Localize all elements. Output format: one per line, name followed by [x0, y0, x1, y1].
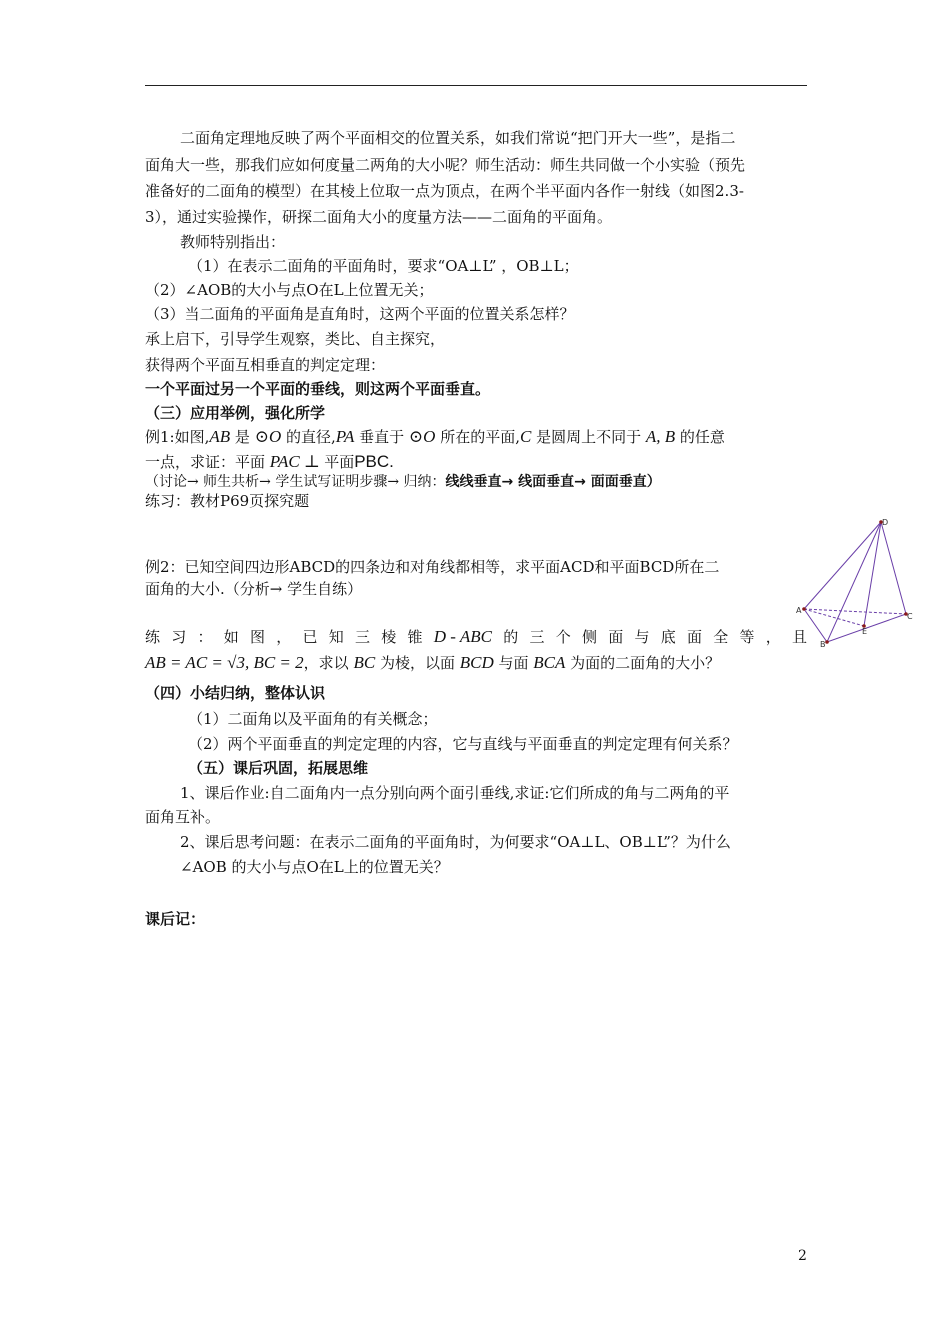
math-BC: BC: [353, 653, 376, 672]
practice-2-char: 已: [302, 628, 318, 646]
practice-2-char: 习: [171, 628, 187, 646]
practice-2-char: 图: [250, 628, 266, 646]
practice-2-char: 知: [328, 628, 344, 646]
example-1-line-1: 例1:如图,AB 是 ⊙O 的直径,PA 垂直于 ⊙O 所在的平面,C 是圆周上不同于 A, B 的任意: [145, 427, 725, 446]
notes-label: 课后记：: [145, 910, 206, 928]
math-PBC: PBC.: [354, 452, 394, 471]
practice-2-char: 且: [791, 628, 807, 646]
math-equation: AB = AC = √3, BC = 2: [145, 653, 304, 672]
practice-2-char: 与: [634, 628, 650, 646]
tetrahedron-figure: [790, 512, 920, 652]
edge-AB: [804, 609, 827, 642]
homework-1-line-1: 1、课后作业:自二面角内一点分别向两个面引垂线,求证:它们所成的角与二两角的平: [180, 784, 730, 802]
math-AB: AB: [209, 427, 231, 446]
practice-2-char: ：: [197, 628, 213, 646]
practice-2-char: 锥: [407, 628, 423, 646]
practice-2-line-1: [145, 626, 807, 648]
paragraph-line: 面角大一些，那我们应如何度量二两角的大小呢？师生活动：师生共同做一个小实验（预先: [145, 156, 746, 174]
figure-label-D: D: [882, 518, 889, 527]
practice-2-char: 侧: [581, 628, 597, 646]
theorem-statement: 一个平面过另一个平面的垂线，则这两个平面垂直。: [145, 380, 491, 398]
homework-2-line-1: 2、课后思考问题：在表示二面角的平面角时，为何要求“OA⊥L、OB⊥L”？为什么: [180, 833, 731, 851]
edge-DA: [804, 522, 881, 609]
math-BCD: BCD: [459, 653, 494, 672]
math-D-ABC: D - ABC: [433, 627, 492, 646]
homework-2-line-2: ∠AOB 的大小与点O在L上的位置无关？: [180, 858, 449, 876]
homework-1-line-2: 面角互补。: [145, 808, 221, 826]
example-1-line-2: 一点，求证：平面 PAC ⊥ 平面PBC.: [145, 452, 394, 471]
practice-2-char: 面: [686, 628, 702, 646]
section-5-title: （五）课后巩固，拓展思维: [188, 759, 369, 777]
practice-2-char: 三: [355, 628, 371, 646]
point-3: （3）当二面角的平面角是直角时，这两个平面的位置关系怎样？: [145, 305, 575, 323]
summary-item-2: （2）两个平面垂直的判定定理的内容，它与直线与平面垂直的判定定理有何关系？: [188, 735, 738, 753]
example-2-line-1: 例2：已知空间四边形ABCD的四条边和对角线都相等，求平面ACD和平面BCD所在二: [145, 558, 720, 576]
practice-2-char: 面: [608, 628, 624, 646]
figure-label-C: C: [907, 612, 913, 621]
edge-DB: [827, 522, 881, 642]
vertex-B: [825, 640, 829, 644]
point-1: （1）在表示二面角的平面角时，要求“OA⊥L” ，OB⊥L；: [188, 257, 579, 275]
example-2-line-2: 面角的大小.（分析→ 学生自练）: [145, 580, 363, 598]
math-C: C: [519, 427, 532, 446]
edge-DC: [881, 522, 906, 614]
header-rule: [145, 85, 807, 86]
figure-label-A: A: [796, 606, 802, 615]
discussion-line: （讨论→ 师生共析→ 学生试写证明步骤→ 归纳：线线垂直→ 线面垂直→ 面面垂直）: [145, 474, 661, 490]
practice-2-char: ，: [276, 628, 292, 646]
math-PAC: PAC: [269, 452, 300, 471]
obtain-line: 获得两个平面互相垂直的判定定理：: [145, 356, 386, 374]
math-PA: PA: [335, 427, 355, 446]
math-A-B: A, B: [645, 427, 676, 446]
summary-item-1: （1）二面角以及平面角的有关概念；: [188, 710, 438, 728]
practice-1: 练习：教材P69页探究题: [145, 492, 310, 510]
practice-2-char: 棱: [381, 628, 397, 646]
practice-2-char: ，: [765, 628, 781, 646]
practice-2-char: 底: [660, 628, 676, 646]
paragraph-line: 3），通过实验操作，研探二面角大小的度量方法——二面角的平面角。: [145, 208, 613, 226]
paragraph-line: 二面角定理地反映了两个平面相交的位置关系，如我们常说“把门开大一些”，是指二: [180, 129, 736, 147]
teacher-note: 教师特别指出：: [180, 233, 286, 251]
practice-2-char: 如: [223, 628, 239, 646]
section-3-title: （三）应用举例，强化所学: [145, 404, 326, 422]
math-circle-O: ⊙O: [254, 427, 282, 446]
practice-2-char: 全: [713, 628, 729, 646]
point-2: （2）∠AOB的大小与点O在L上位置无关；: [145, 281, 434, 299]
practice-2-char: 三: [529, 628, 545, 646]
figure-label-E: E: [862, 627, 868, 636]
page-number: 2: [798, 1248, 807, 1264]
figure-label-B: B: [820, 640, 826, 649]
practice-2-char: 练: [145, 628, 161, 646]
practice-2-char: 的: [503, 628, 519, 646]
math-BCA: BCA: [533, 653, 566, 672]
section-4-title: （四）小结归纳，整体认识: [145, 684, 326, 702]
math-circle-O: ⊙O: [408, 427, 436, 446]
paragraph-line: 准备好的二面角的模型）在其棱上位取一点为顶点，在两个半平面内各作一射线（如图2.3-: [145, 182, 744, 200]
practice-2-char: 个: [555, 628, 571, 646]
guide-line: 承上启下，引导学生观察，类比、自主探究，: [145, 330, 446, 348]
practice-2-line-2: AB = AC = √3, BC = 2，求以 BC 为棱，以面 BCD 与面 BCA 为面的二面角的大小？: [145, 653, 721, 672]
vertex-A: [802, 607, 806, 611]
practice-2-char: 等: [739, 628, 755, 646]
